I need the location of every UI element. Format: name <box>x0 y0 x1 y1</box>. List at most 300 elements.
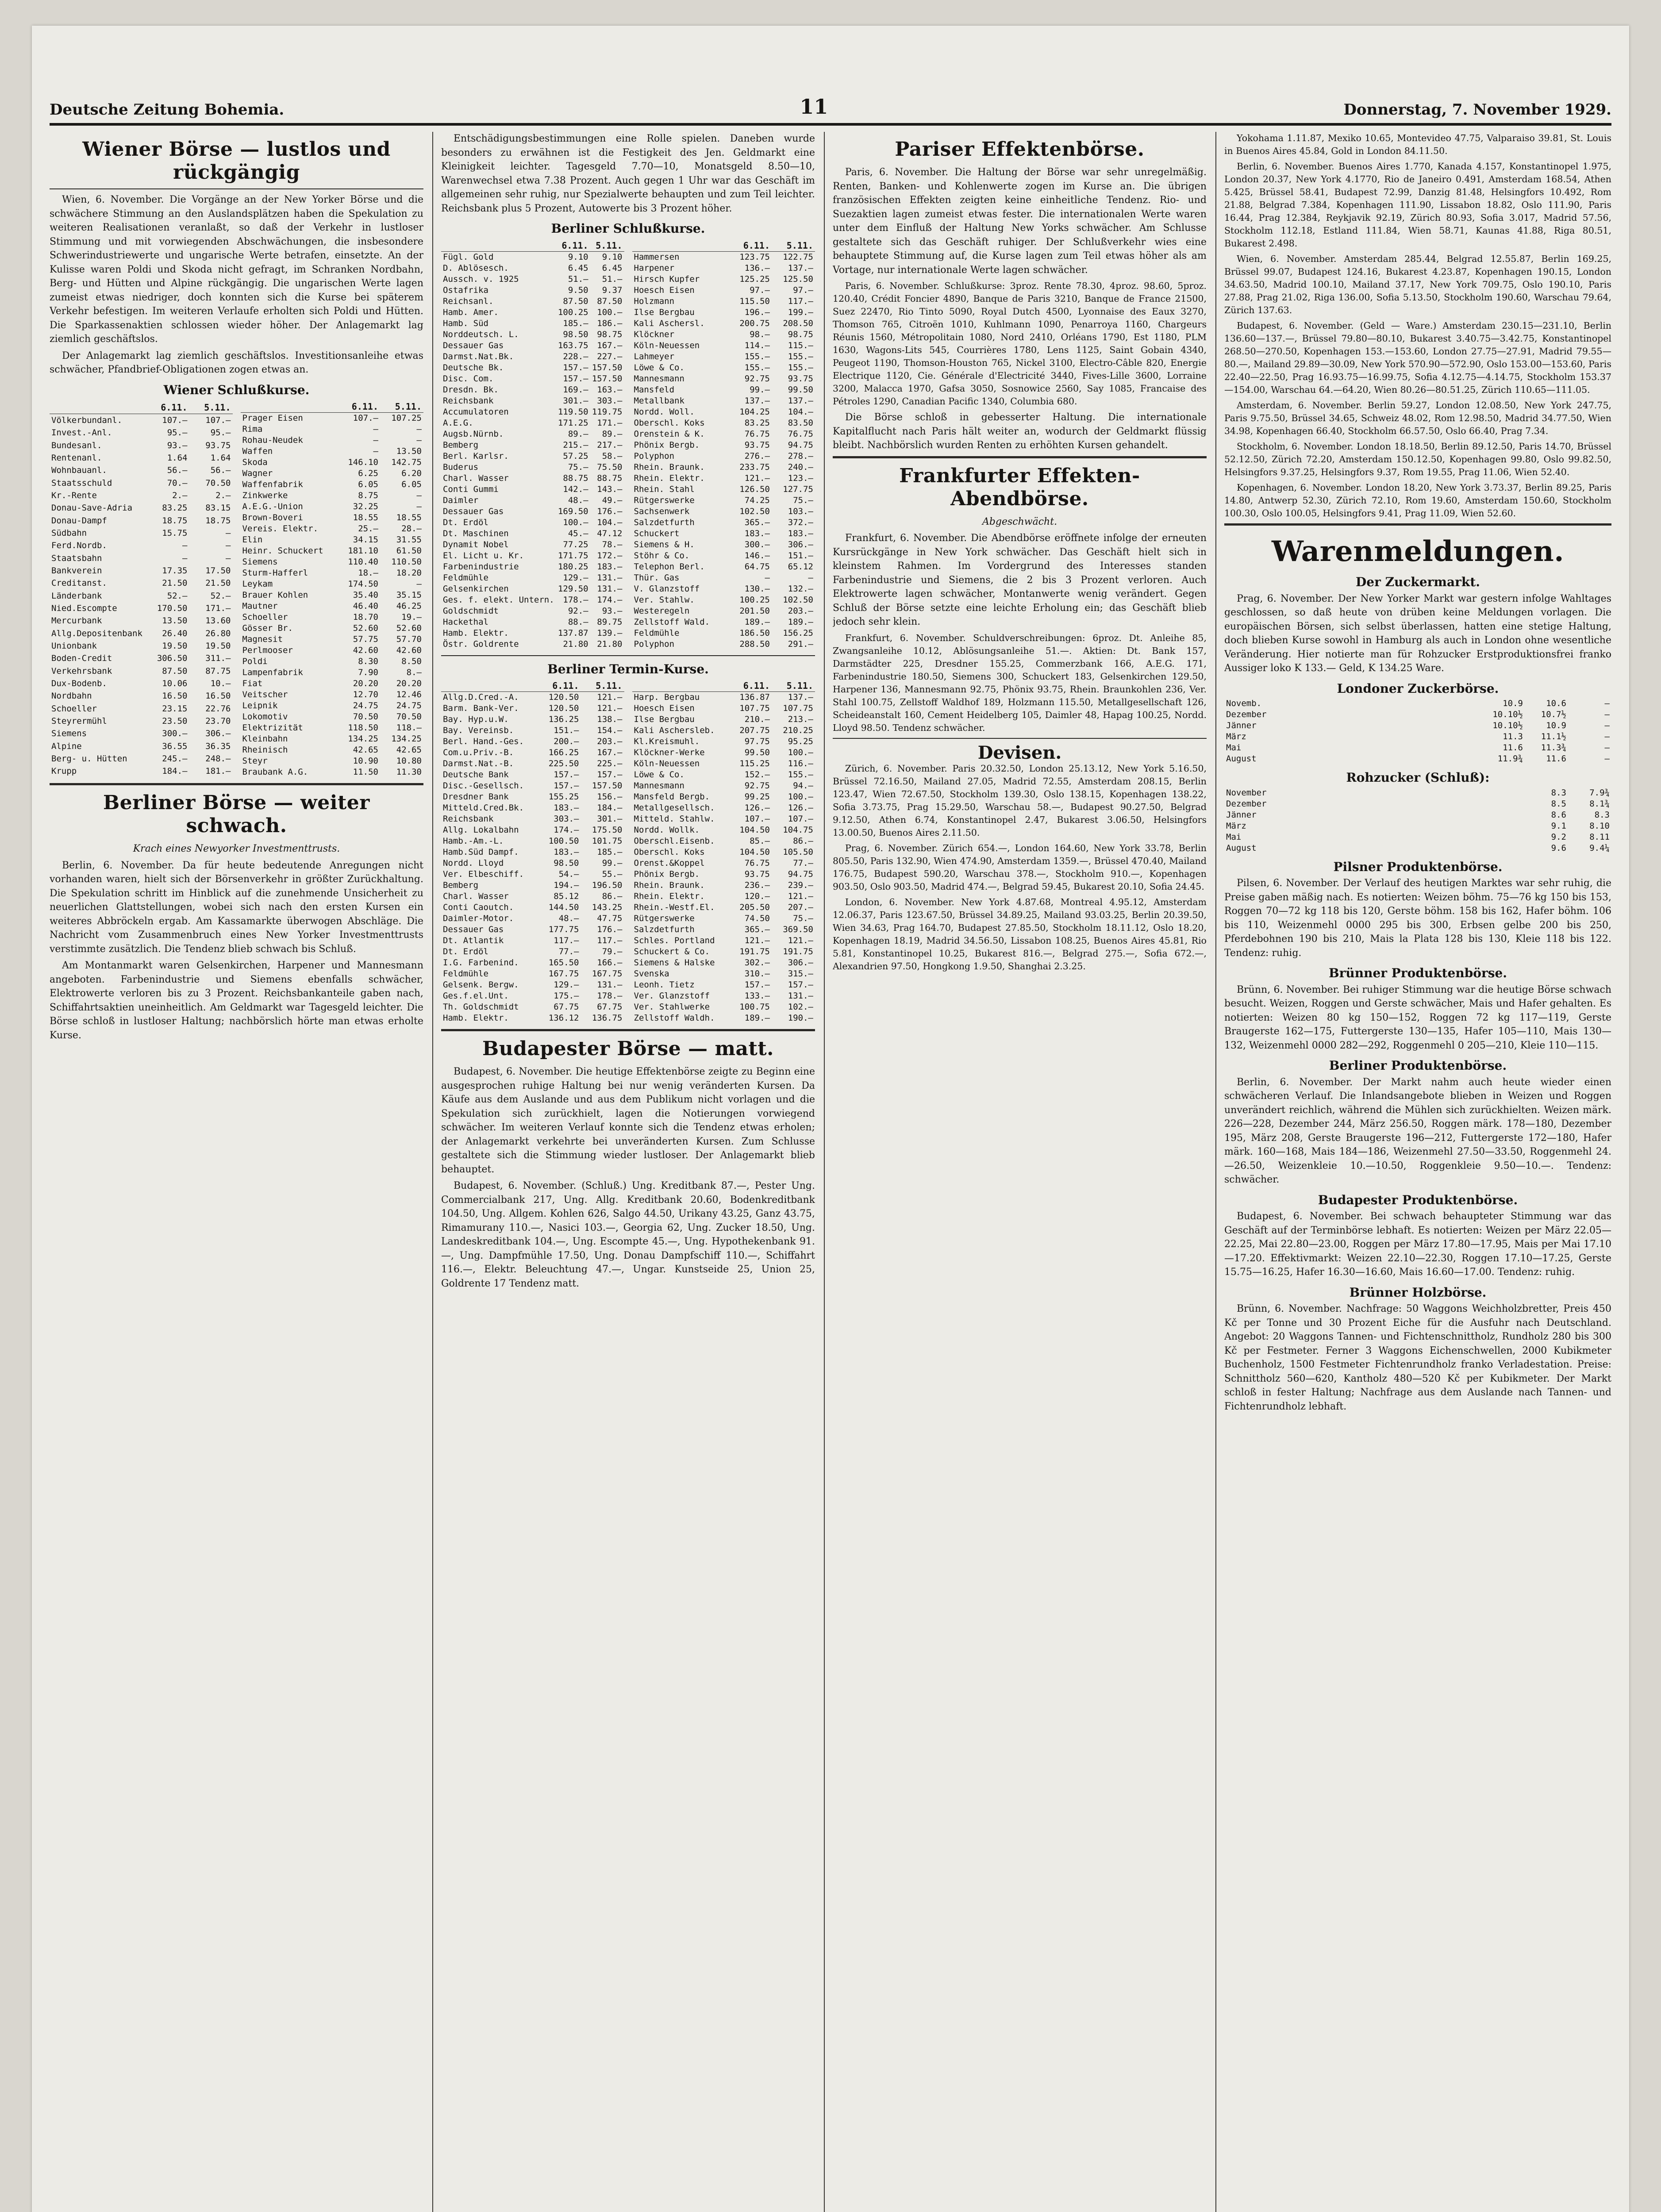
quote-value: 8.11 <box>1589 832 1610 842</box>
security-name: Telephon Berl. <box>634 561 705 572</box>
table-row <box>632 307 815 318</box>
quote-value: 175.— <box>554 991 579 1001</box>
table-row <box>441 340 624 351</box>
quote-value: 186.50 <box>739 628 770 638</box>
table-row <box>632 528 815 539</box>
security-name: Reichsanl. <box>443 296 494 306</box>
quote-value: 88.75 <box>563 473 588 483</box>
quote-value: 131.— <box>597 572 623 583</box>
table-row <box>50 715 233 727</box>
quote-value: 95.25 <box>788 737 813 746</box>
quote-value: 94.75 <box>788 869 813 879</box>
table-row <box>632 1002 815 1013</box>
subhead: Der Zuckermarkt. <box>1355 575 1480 589</box>
security-name: Orenstein & K. <box>634 429 705 439</box>
article-paragraph: Pilsen, 6. November. Der Verlauf des heutigen Marktes war sehr ruhig, die Preise gaben mäßig nach. Es notierten: Weizen böhm. 75—76 kg 150 bis 153, Roggen 70—72 kg 118 bis 120, Gerste böhm. 158 bis 162, Hafer böhm. 106 bis 110, Weizenmehl 0000 295 bis 300, Erbsen gelbe 200 bis 250, Pferdebohnen 190 bis 210, Mais la Plata 128 bis 130, Kleie 118 bis 122. Tendenz: ruhig. <box>1224 878 1611 959</box>
table-row <box>50 753 233 765</box>
quote-value: 120.50 <box>548 692 579 702</box>
table-row <box>1224 843 1611 854</box>
table-row <box>632 362 815 373</box>
table-row <box>441 429 624 440</box>
column-header: 6.11. <box>556 240 590 252</box>
article-paragraph: Prag, 6. November. Zürich 654.—, London 164.60, New York 33.78, Berlin 805.50, Paris 132.90, Wien 474.90, Amsterdam 1359.—, Brüssel 470.40, Mailand 176.75, Budapest 590.20, Warschau 378.—, Stockholm 910.—, Kopenhagen 903.50, Oslo 903.50, Madrid 474.—, Belgrad 59.45, Bukarest 20.10, Sofia 24.45. <box>833 843 1207 892</box>
subhead: Budapester Produktenbörse. <box>1318 1192 1518 1207</box>
table-row <box>1224 787 1611 799</box>
security-name: Nordd. Wollk. <box>634 825 700 835</box>
security-name: Dessauer Gas <box>443 925 504 934</box>
table-row <box>441 517 624 528</box>
quote-value: 288.50 <box>739 639 770 649</box>
quote-value: 143.— <box>597 484 623 494</box>
table-row <box>441 946 624 957</box>
quote-value: 303.— <box>597 396 623 406</box>
quote-value: 136.87 <box>739 692 770 702</box>
quote-value: 143.25 <box>592 902 623 912</box>
security-name: Salzdetfurth <box>634 517 695 527</box>
table-row <box>632 935 815 946</box>
quote-value: 74.25 <box>744 495 770 505</box>
table-row <box>441 747 624 758</box>
column-header <box>241 401 337 413</box>
quote-value: 83.25 <box>744 418 770 428</box>
quote-value: 11.3¾ <box>1541 743 1566 753</box>
column-header <box>441 240 556 252</box>
quote-value: 2.— <box>215 491 231 501</box>
quote-value: 121.— <box>788 936 813 945</box>
quote-value: 10.90 <box>353 756 378 766</box>
quote-value: 87.50 <box>563 296 588 306</box>
security-name: Deutsche Bk. <box>443 362 504 373</box>
quote-value: 119.75 <box>592 407 623 417</box>
table-row <box>632 462 815 473</box>
quote-value: 8.5 <box>1551 799 1566 809</box>
security-name: Stöhr & Co. <box>634 550 690 561</box>
quote-value: 11.1½ <box>1541 732 1566 741</box>
quote-value: 11.9¾ <box>1497 754 1523 764</box>
quote-value: 93.— <box>602 606 623 616</box>
quote-value: 236.— <box>744 880 770 890</box>
quote-value: — <box>416 424 422 434</box>
quote-value: 95.— <box>210 428 231 438</box>
security-name: Ilse Bergbau <box>634 307 695 317</box>
table-row <box>632 858 815 869</box>
quote-value: — <box>416 502 422 511</box>
security-name: Waffen <box>242 446 273 456</box>
security-name: Leonh. Tietz <box>634 980 695 990</box>
article-paragraph: Wien, 6. November. Amsterdam 285.44, Belgrad 12.55.87, Berlin 169.25, Brüssel 99.07, Budapest 124.16, Bukarest 4.23.87, Kopenhagen 190.15, London 34.63.50, Madrid 100.10, Mailand 37.17, New York 709.75, Oslo 190.10, Paris 27.88, Prag 21.02, Riga 136.00, Sofia 5.13.50, Stockholm 190.60, Warschau 79.64, Zürich 137.63. <box>1224 253 1611 315</box>
security-name: Prager Eisen <box>242 413 303 423</box>
quote-value: 137.87 <box>558 628 588 638</box>
table-row <box>632 747 815 758</box>
table-row <box>241 634 424 645</box>
quote-value: 120.— <box>744 891 770 901</box>
quote-value: 35.40 <box>353 590 378 600</box>
table-row <box>241 700 424 711</box>
quote-value: 278.— <box>788 451 813 461</box>
quote-value: 116.— <box>788 759 813 768</box>
article-paragraph: Budapest, 6. November. Bei schwach behaupteter Stimmung war das Geschäft auf der Terminbörse lebhaft. Es notierten: Weizen per März 22.05—22.25, Mai 22.80—23.00, Roggen per März 17.80—17.95, Mais per Mai 17.10—17.20. Effektivmarkt: Weizen 22.10—22.30, Roggen 17.10—17.25, Gerste 15.75—16.25, Hafer 16.30—16.60, Mais 16.60—17.00. Tendenz: ruhig. <box>1224 1211 1611 1278</box>
table-row <box>632 495 815 506</box>
table-row <box>50 602 233 614</box>
security-name: März <box>1226 732 1246 741</box>
quote-value: 129.— <box>563 572 588 583</box>
subhead: Londoner Zuckerbörse. <box>1337 681 1499 696</box>
quote-value: 199.— <box>788 307 813 317</box>
quote-value: 171.— <box>205 603 231 614</box>
quote-value: 365.— <box>744 517 770 527</box>
quote-value: 172.— <box>597 550 623 561</box>
quote-value: 130.— <box>744 584 770 594</box>
quote-value: 89.— <box>568 429 588 439</box>
quote-value: 18.55 <box>353 513 378 522</box>
quote-value: 126.— <box>744 803 770 813</box>
table-row <box>50 502 233 515</box>
table-row <box>632 869 815 880</box>
table-row <box>441 484 624 495</box>
table-row <box>632 251 815 263</box>
table-row <box>632 725 815 736</box>
security-name: Metallbank <box>634 396 684 406</box>
table-row <box>50 728 233 740</box>
quote-value: 157.50 <box>592 362 623 373</box>
table-row <box>441 318 624 329</box>
table-row <box>441 902 624 913</box>
security-name: Brown-Boveri <box>242 513 303 522</box>
column-header <box>632 680 729 692</box>
quote-value: 20.20 <box>396 679 422 688</box>
quote-value: 208.50 <box>783 318 813 328</box>
table-row <box>632 714 815 725</box>
quote-value: 74.50 <box>744 914 770 923</box>
quote-value: 8.10 <box>1589 821 1610 831</box>
quote-value: 10.— <box>210 679 231 688</box>
quote-value: 118.50 <box>348 723 378 733</box>
security-name: Schoeller <box>242 612 288 622</box>
security-name: Skoda <box>242 457 268 467</box>
table-row <box>441 814 624 825</box>
quotes-table <box>441 680 624 1024</box>
quote-value: 52.60 <box>396 623 422 633</box>
security-name: Schoeller <box>51 703 97 714</box>
quotes-table <box>632 680 815 1024</box>
table-row <box>632 407 815 418</box>
quote-value: 104.75 <box>783 825 813 835</box>
quote-value: 183.— <box>788 528 813 538</box>
quote-value: 99.— <box>602 858 623 868</box>
quote-value: 107.— <box>205 415 231 426</box>
table-row <box>441 858 624 869</box>
table-row <box>632 791 815 803</box>
quote-value: 157.— <box>597 770 623 780</box>
quote-value: 133.— <box>744 991 770 1001</box>
quote-value: 46.25 <box>396 601 422 611</box>
security-name: Elin <box>242 535 263 545</box>
newspaper-page <box>32 26 1629 2212</box>
table-row <box>241 446 424 457</box>
quote-value: 110.50 <box>391 557 422 567</box>
quote-value: 166.25 <box>548 748 579 757</box>
quote-value: 11.6 <box>1546 754 1566 764</box>
table-row <box>632 836 815 847</box>
security-name: Heinr. Schuckert <box>242 546 323 556</box>
quote-value: 137.— <box>788 396 813 406</box>
quote-value: 61.50 <box>396 546 422 556</box>
security-name: Augsb.Nürnb. <box>443 429 504 439</box>
security-name: Feldmühle <box>443 969 488 979</box>
quote-value: 93.75 <box>744 440 770 450</box>
security-name: Sachsenwerk <box>634 506 690 516</box>
quote-value: 167.— <box>597 748 623 757</box>
quote-value: 233.75 <box>739 462 770 472</box>
table-row <box>50 439 233 452</box>
security-name: Dynamit Nobel <box>443 539 509 549</box>
table-header-row <box>632 680 815 692</box>
table-row <box>241 745 424 756</box>
quote-value: — <box>808 572 813 583</box>
sugar-table <box>1224 787 1611 854</box>
quote-value: 167.75 <box>592 969 623 979</box>
table-row <box>632 639 815 650</box>
quote-value: 121.— <box>744 473 770 483</box>
quote-value: 32.25 <box>353 502 378 511</box>
quote-value: 93.— <box>167 440 188 450</box>
table-row <box>441 396 624 407</box>
quote-value: 36.35 <box>205 741 231 751</box>
quote-value: 83.15 <box>205 503 231 513</box>
security-name: Lampenfabrik <box>242 668 303 677</box>
quote-value: 127.75 <box>783 484 813 494</box>
table-row <box>241 590 424 601</box>
column-4 <box>1224 132 1611 2212</box>
quote-value: 92.75 <box>744 781 770 791</box>
security-name: Conti Caoutch. <box>443 902 514 912</box>
quote-value: 16.50 <box>205 691 231 701</box>
quote-value: 306.50 <box>157 653 188 664</box>
quote-value: 6.05 <box>401 480 422 489</box>
security-name: Daimler <box>443 495 479 505</box>
quote-value: 70.50 <box>205 478 231 488</box>
article-paragraph: Stockholm, 6. November. London 18.18.50, Berlin 89.12.50, Paris 14.70, Brüssel 52.12.50, Zürich 72.20, Amsterdam 150.12.50, Kopenhagen 99.80, Oslo 99.82.50, Helsingfors 9.37.25, Helsingfors 9.37, Rom 19.55, Prag 11.06, Wien 52.40. <box>1224 441 1611 477</box>
quote-value: 215.— <box>563 440 588 450</box>
quote-value: 57.75 <box>353 634 378 644</box>
quote-value: 11.30 <box>396 767 422 777</box>
quote-value: 57.25 <box>563 451 588 461</box>
security-name: Charl. Wasser <box>443 891 509 901</box>
quote-value: 177.75 <box>548 925 579 934</box>
table-row <box>632 429 815 440</box>
table-row <box>441 703 624 714</box>
table-row <box>441 758 624 769</box>
quote-value: 142.75 <box>391 457 422 467</box>
quote-value: 92.— <box>568 606 588 616</box>
quote-value: 57.70 <box>396 634 422 644</box>
quote-value: 178.— <box>563 595 588 605</box>
table-row <box>632 473 815 484</box>
quote-value: 1.64 <box>167 453 188 463</box>
quote-value: 21.50 <box>205 578 231 588</box>
quote-value: 94.75 <box>788 440 813 450</box>
table-row <box>241 435 424 446</box>
security-name: November <box>1226 787 1267 798</box>
table-row <box>632 1013 815 1024</box>
quote-value: 155.— <box>788 351 813 361</box>
table-row <box>632 595 815 606</box>
quote-value: 8.30 <box>358 657 378 666</box>
quote-value: 9.37 <box>602 285 623 295</box>
quote-value: 119.50 <box>558 407 588 417</box>
subheadline: Krach eines Newyorker Investmenttrusts. <box>133 843 340 854</box>
quote-value: 70.— <box>167 478 188 488</box>
security-name: Com.u.Priv.-B. <box>443 748 514 757</box>
quote-value: 6.25 <box>358 469 378 478</box>
table-row <box>441 639 624 650</box>
quote-value: 100.— <box>597 307 623 317</box>
quote-value: 85.— <box>750 836 770 846</box>
quote-value: 8.1¾ <box>1589 799 1610 809</box>
quote-value: 102.— <box>788 1002 813 1012</box>
security-name: Ilse Bergbau <box>634 714 695 724</box>
table-row <box>441 1002 624 1013</box>
quote-value: 89.— <box>602 429 623 439</box>
quote-value: 189.— <box>788 617 813 627</box>
quote-value: 6.20 <box>401 469 422 478</box>
security-name: Nordd. Lloyd <box>443 858 504 868</box>
headline-warenmeldungen: Warenmeldungen. <box>1271 535 1565 568</box>
quote-value: 98.75 <box>597 329 623 339</box>
security-name: Allg.Depositenbank <box>51 628 142 638</box>
security-name: Zinkwerke <box>242 491 288 500</box>
quote-value: 10.9 <box>1503 699 1523 708</box>
quote-value: — <box>416 435 422 445</box>
quote-value: 146.10 <box>348 457 378 467</box>
security-name: Unionbank <box>51 641 97 651</box>
quote-value: 25.— <box>358 524 378 534</box>
security-name: Darmst.Nat.-B. <box>443 759 514 768</box>
quote-value: 154.— <box>597 726 623 735</box>
article-paragraph: Paris, 6. November. Schlußkurse: 3proz. Rente 78.30, 4proz. 98.60, 5proz. 120.40, Crédit Foncier 4890, Banque de Paris 3210, Banque de France 21500, Suez 22470, Rio Tinto 5090, Royal Dutch 4500, Lyonnaise des Eaux 3270, Thomson 765, Citroën 1010, Kuhlmann 1090, Penarroya 1160, Chargeurs Réunis 1560, Métropolitain 1080, Nord 2410, Orléans 1790, Est 1180, PLM 1630, Wagons-Lits 545, Courrières 1780, Lens 1125, Saint Gobain 4340, Peugeot 1190, Thomson-Houston 765, Nickel 3100, Electro-Câble 820, Energie Electrique 1120, Cie. Générale d'Electricité 3440, Fives-Lille 3600, Lorraine 3200, Malacca 1970, Gafsa 3050, Sosnowice 2560, Say 1085, Francaise des Pétroles 1290, Canadian Pacific 1340, Columbia 680. <box>833 280 1207 407</box>
quote-value: 155.— <box>788 770 813 780</box>
table-row <box>441 329 624 340</box>
table-row <box>441 407 624 418</box>
table-row <box>241 601 424 612</box>
table-row <box>50 640 233 652</box>
table-row <box>441 935 624 946</box>
quote-value: 169.50 <box>558 506 588 516</box>
security-name: Ver. Elbeschiff. <box>443 869 524 879</box>
quote-value: 89.75 <box>597 617 623 627</box>
security-name: Kleinbahn <box>242 734 288 744</box>
security-name: Krupp <box>51 766 77 776</box>
quote-value: 97.75 <box>744 737 770 746</box>
quote-value: 183.— <box>744 528 770 538</box>
article-paragraph: Wien, 6. November. Die Vorgänge an der New Yorker Börse und die schwächere Stimmung an den Auslandsplätzen haben die Spekulation zu weiteren Realisationen veranlaßt, so daß der Verkehr in lustloser Stimmung und mit vorwiegenden Abschwächungen, die insbesondere Schwerindustriewerte und ungarische Werte betrafen, einsetzte. An der Kulisse waren Poldi und Skoda nicht gefragt, im Schranken Nordbahn, Berg- und Hütten und Alpine rückgängig. Die ungarischen Werte lagen zumeist etwas niedriger, doch konnten sich die Kurse bei späterem Verkehr befestigen. Im weiteren Verlaufe erholten sich Poldi und Hütten. Die Sparkassenaktien schlossen wieder höher. Der Anlagemarkt lag ziemlich geschäftslos. <box>50 194 423 345</box>
table-row <box>632 692 815 703</box>
table-row <box>1224 799 1611 810</box>
security-name: Kr.-Rente <box>51 491 97 501</box>
table-row <box>241 568 424 579</box>
quote-value: 186.— <box>597 318 623 328</box>
security-name: Hamb. Elektr. <box>443 1013 509 1023</box>
security-name: Accumulatoren <box>443 407 509 417</box>
quote-value: 20.20 <box>353 679 378 688</box>
quote-value: 47.75 <box>597 914 623 923</box>
quote-value: 303.— <box>554 814 579 824</box>
table-row <box>632 550 815 561</box>
quote-value: 129.50 <box>558 584 588 594</box>
quote-value: 146.— <box>744 550 770 561</box>
quote-value: 122.75 <box>783 252 813 262</box>
column-header: 6.11. <box>538 680 581 692</box>
quote-value: 291.— <box>788 639 813 649</box>
table-row <box>632 584 815 595</box>
quote-value: 51.— <box>568 274 588 284</box>
quote-value: 98.50 <box>554 858 579 868</box>
security-name: Buderus <box>443 462 479 472</box>
table-row <box>50 515 233 527</box>
quote-value: 213.— <box>788 714 813 724</box>
table-row <box>241 468 424 479</box>
table-row <box>1224 731 1611 742</box>
table-row <box>441 825 624 836</box>
table-row <box>1224 810 1611 821</box>
article-paragraph: Die Börse schloß in gebesserter Haltung. Die internationale Kapitalflucht nach Paris hält weiter an, wodurch der Geldmarkt flüssig bleibt. Nachbörslich wurden Renten zu erhöhten Kursen gehandelt. <box>833 412 1207 451</box>
divider <box>441 655 815 656</box>
security-name: März <box>1226 821 1246 831</box>
table-row <box>50 465 233 477</box>
security-name: D. Ablösesch. <box>443 263 509 273</box>
security-name: Rütgerswerke <box>634 914 695 923</box>
quote-value: 88.75 <box>597 473 623 483</box>
quote-value: 169.— <box>563 384 588 395</box>
security-name: Donau-Dampf <box>51 515 107 526</box>
table-row <box>441 473 624 484</box>
quote-value: 276.— <box>744 451 770 461</box>
table-row <box>441 957 624 968</box>
quote-value: 225.50 <box>548 759 579 768</box>
table-row <box>632 913 815 924</box>
quote-value: 100.— <box>788 792 813 802</box>
table-row <box>632 340 815 351</box>
table-row <box>632 296 815 307</box>
quote-value: 157.50 <box>592 781 623 791</box>
security-name: Ferd.Nordb. <box>51 541 107 551</box>
quote-value: 51.— <box>602 274 623 284</box>
quote-value: 171.25 <box>558 418 588 428</box>
quote-value: 16.50 <box>162 691 188 701</box>
quote-value: 21.50 <box>162 578 188 588</box>
security-name: Kali Aschersleb. <box>634 726 715 735</box>
divider <box>50 783 423 785</box>
quote-value: 163.— <box>597 384 623 395</box>
table-row <box>241 534 424 545</box>
quote-value: 45.— <box>568 528 588 538</box>
quote-value: 225.— <box>597 759 623 768</box>
quote-value: 100.50 <box>548 836 579 846</box>
security-name: Poldi <box>242 657 268 666</box>
table-row <box>632 318 815 329</box>
table-row <box>50 540 233 552</box>
quote-value: 87.50 <box>597 296 623 306</box>
security-name: Harpener <box>634 263 675 273</box>
security-name: Hamb.Süd Dampf. <box>443 847 519 857</box>
security-name: Hammersen <box>634 252 680 262</box>
table-row <box>632 329 815 340</box>
table-row <box>632 924 815 935</box>
quote-value: 372.— <box>788 517 813 527</box>
quote-value: 131.— <box>597 980 623 990</box>
divider <box>50 188 423 189</box>
security-name: Ver. Stahlwerke <box>634 1002 710 1012</box>
